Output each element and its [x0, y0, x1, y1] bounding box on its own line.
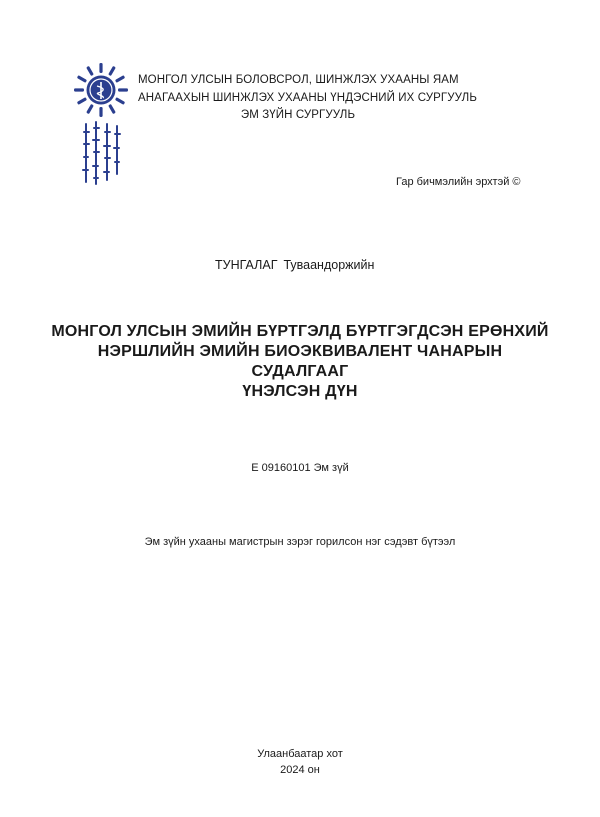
- institution-header: [138, 72, 518, 125]
- title-line: МОНГОЛ УЛСЫН ЭМИЙН БҮРТГЭЛД БҮРТГЭГДСЭН ЕРӨНХИЙ: [51, 323, 549, 340]
- university-name: АНАГААХЫН ШИНЖЛЭХ УХААНЫ ҮНДЭСНИЙ ИХ СУРГУУЛЬ: [138, 91, 477, 104]
- author-given-name: ТУНГАЛАГ: [215, 258, 278, 272]
- title-line: НЭРШЛИЙН ЭМИЙН БИОЭКВИВАЛЕНТ ЧАНАРЫН СУДАЛГААГ: [97, 343, 503, 380]
- thesis-title: [50, 322, 550, 402]
- year: 2024 он: [280, 764, 320, 776]
- title-line: ҮНЭЛСЭН ДҮН: [242, 383, 358, 400]
- rights-note: Гар бичмэлийн эрхтэй ©: [396, 176, 521, 188]
- place-and-year: [0, 746, 600, 778]
- author-family-name: Туваандоржийн: [283, 258, 375, 272]
- author-name: [215, 258, 374, 272]
- ministry-name: МОНГОЛ УЛСЫН БОЛОВСРОЛ, ШИНЖЛЭХ УХААНЫ ЯАМ: [138, 74, 459, 86]
- program-code: Е 09160101 Эм зүй: [251, 462, 349, 474]
- place: Улаанбаатар хот: [257, 748, 343, 760]
- degree-statement: Эм зүйн ухааны магистрын зэрэг горилсон нэг сэдэвт бүтээл: [144, 536, 456, 548]
- university-emblem-icon: [74, 62, 130, 192]
- school-name: ЭМ ЗҮЙН СУРГУУЛЬ: [240, 109, 356, 121]
